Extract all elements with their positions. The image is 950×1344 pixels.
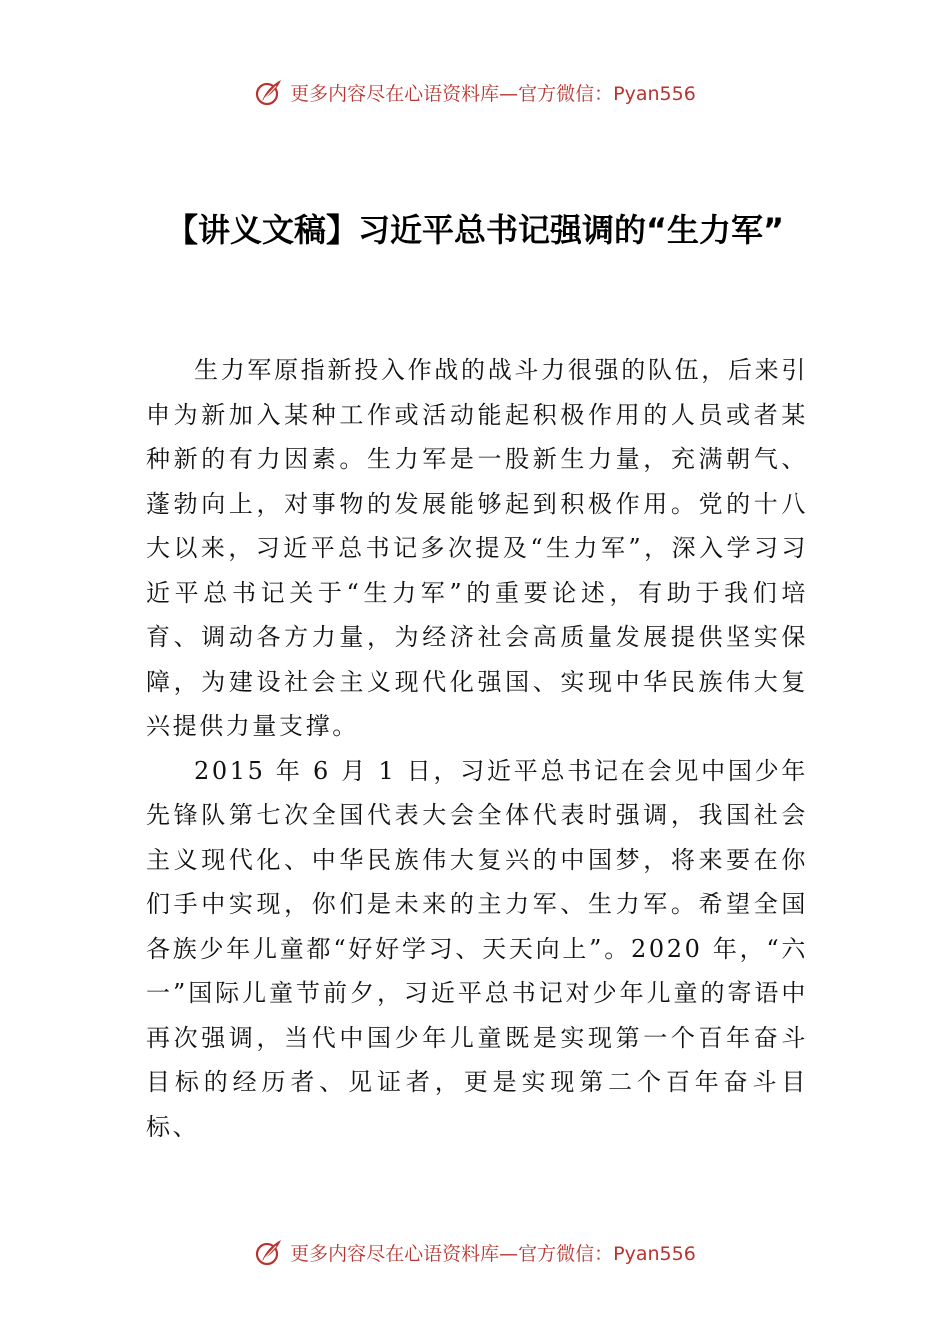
footer-banner-text: 更多内容尽在心语资料库—官方微信：Pyan556 <box>290 1242 696 1265</box>
document-body <box>146 348 808 1149</box>
page-title: 【讲义文稿】习近平总书记强调的“生力军” <box>165 211 785 249</box>
header-banner <box>0 72 950 112</box>
feather-quill-logo-icon <box>254 77 284 107</box>
header-banner-text: 更多内容尽在心语资料库—官方微信：Pyan556 <box>290 82 696 105</box>
footer-banner <box>0 1232 950 1272</box>
paragraph: 2015 年 6 月 1 日，习近平总书记在会见中国少年先锋队第七次全国代表大会全体代表时强调，我国社会主义现代化、中华民族伟大复兴的中国梦，将来要在你们手中实现，你们是未来的主力军、生力军。希望全国各族少年儿童都“好好学习、天天向上”。2020 年，“六一”国际儿童节前夕，习近平总书记对少年儿童的寄语中再次强调，当代中国少年儿童既是实现第一个百年奋斗目标的经历者、见证者，更是实现第二个百年奋斗目标、 <box>146 756 808 1141</box>
feather-quill-logo-icon <box>254 1237 284 1267</box>
paragraph: 生力军原指新投入作战的战斗力很强的队伍，后来引申为新加入某种工作或活动能起积极作用的人员或者某种新的有力因素。生力军是一股新生力量，充满朝气、蓬勃向上，对事物的发展能够起到积极作用。党的十八大以来，习近平总书记多次提及“生力军”，深入学习习近平总书记关于“生力军”的重要论述，有助于我们培育、调动各方力量，为经济社会高质量发展提供坚实保障，为建设社会主义现代化强国、实现中华民族伟大复兴提供力量支撑。 <box>146 356 808 740</box>
